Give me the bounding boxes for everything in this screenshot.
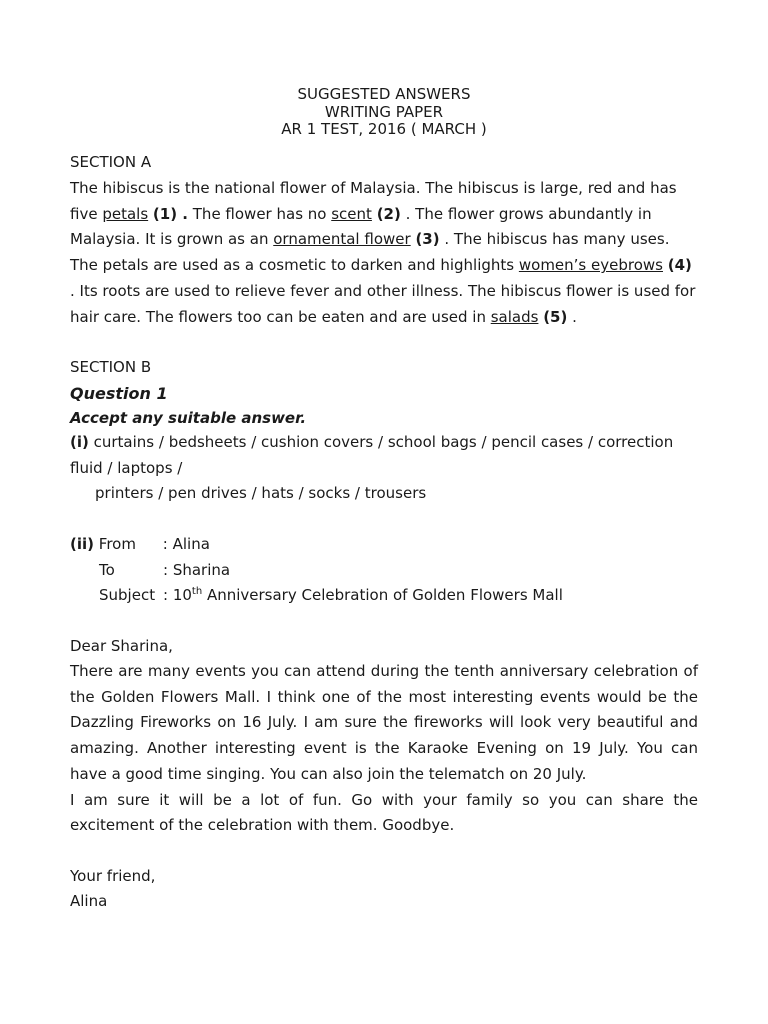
subject-superscript: th xyxy=(191,586,203,598)
letter-body xyxy=(70,659,698,839)
part-ii-memo-header xyxy=(70,532,698,609)
to-value: : Sharina xyxy=(163,560,231,579)
title-line-1: SUGGESTED ANSWERS xyxy=(297,85,471,103)
letter-paragraph-2: I am sure it will be a lot of fun. Go with your family so you can share the excitement of the celebration with them. Goodbye. xyxy=(70,790,698,835)
section-b-heading: SECTION B xyxy=(70,358,152,376)
answer-3: ornamental flower xyxy=(273,230,411,249)
part-i-label: (i) xyxy=(70,433,89,451)
title-line-2: WRITING PAPER xyxy=(324,102,444,121)
question-heading: Question 1 xyxy=(70,384,168,403)
section-a-passage xyxy=(70,176,698,330)
passage-text: . Its roots are used to relieve fever and other illness. The hibiscus flower is used for hair care. The flowers too can be eaten and are used in xyxy=(70,281,696,326)
part-ii-label: (ii) xyxy=(70,535,94,553)
letter-signature: Alina xyxy=(70,892,108,910)
passage-text: . The flower grows abundantly in Malaysia. It is grown as an xyxy=(70,204,652,249)
subject-rest: Anniversary Celebration of Golden Flowers Mall xyxy=(202,586,563,605)
letter-greeting: Dear Sharina, xyxy=(70,637,173,655)
answer-number-5: (5) xyxy=(543,307,568,326)
answer-number-4: (4) xyxy=(667,256,692,275)
subject-label: Subject xyxy=(99,586,156,605)
answer-number-3: (3) xyxy=(415,230,440,249)
part-i-line-1: curtains / bedsheets / cushion covers / school bags / pencil cases / correction fluid / laptops / xyxy=(70,433,674,477)
passage-text: . The hibiscus has many uses. The petals are used as a cosmetic to darken and highlights xyxy=(70,230,670,275)
answer-number-2: (2) xyxy=(376,204,401,223)
letter-paragraph-1: There are many events you can attend during the tenth anniversary celebration of the Golden Flowers Mall. I think one of the most interesting events would be the Dazzling Fireworks on 16 July. I am sure the fireworks will look very beautiful and amazing. Another interesting event is the Karaoke Evening on 19 July. You can have a good time singing. You can also join the telematch on 20 July. xyxy=(70,662,698,783)
part-i-line-2: printers / pen drives / hats / socks / trousers xyxy=(95,484,427,503)
subject-prefix: : 10 xyxy=(163,586,192,605)
answer-5: salads xyxy=(490,307,539,326)
answer-number-1: (1) . xyxy=(152,204,188,223)
answer-4: women’s eyebrows xyxy=(518,256,663,275)
passage-text: The flower has no xyxy=(188,204,332,223)
from-value: : Alina xyxy=(162,535,210,553)
instruction: Accept any suitable answer. xyxy=(70,409,307,427)
letter-closing: Your friend, xyxy=(70,867,156,885)
answer-2: scent xyxy=(331,204,372,223)
passage-text: . xyxy=(567,307,577,326)
section-a-heading: SECTION A xyxy=(70,153,152,171)
answer-1: petals xyxy=(102,204,149,223)
passage-text: The hibiscus is the national flower of Malaysia. The hibiscus is large, red and has five xyxy=(70,179,677,223)
to-label: To xyxy=(99,560,115,579)
title-line-3: AR 1 TEST, 2016 ( MARCH ) xyxy=(281,120,487,138)
document-title xyxy=(0,86,768,139)
from-label: From xyxy=(98,535,136,553)
part-i xyxy=(70,430,698,507)
